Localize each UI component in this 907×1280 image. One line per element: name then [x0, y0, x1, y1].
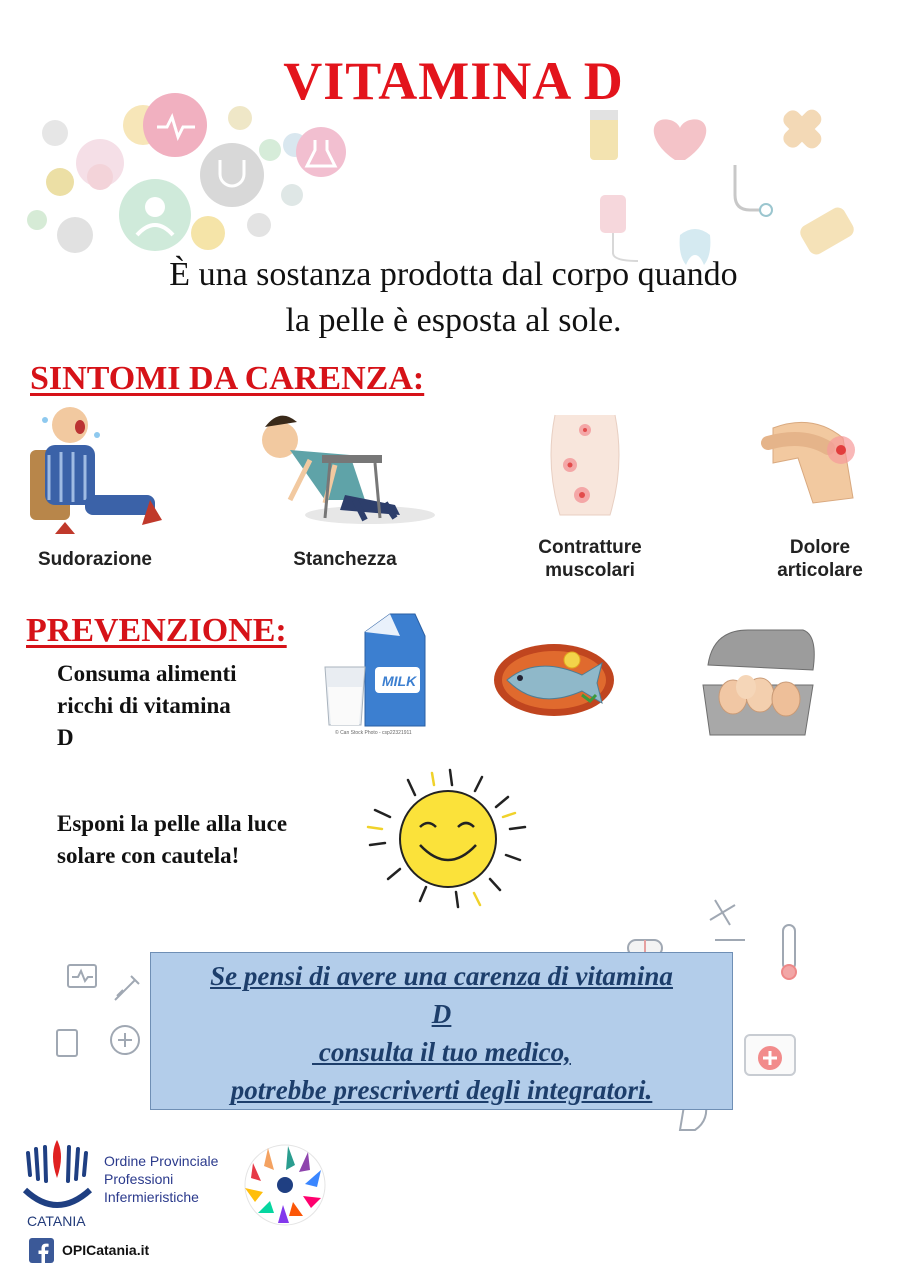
thermometer-icon	[783, 925, 795, 970]
facebook-icon[interactable]	[29, 1238, 54, 1263]
smiling-sun-icon	[360, 765, 540, 915]
pill-blister-icon	[797, 205, 856, 258]
milk-carton-label: MILK	[382, 673, 417, 689]
prevention-heading: PREVENZIONE:	[26, 612, 287, 649]
callout-line-4: potrebbe prescriverti degli integratori.	[230, 1075, 653, 1105]
symptom-label-joint-pain: Dolore articolare	[777, 537, 863, 581]
syringe-icon	[115, 976, 139, 1000]
opi-catania-logo	[20, 1135, 95, 1215]
symptom-label-fatigue: Stanchezza	[293, 549, 397, 570]
page-title: VITAMINA D	[283, 51, 624, 111]
symptom-label-muscle-cramps: Contratture muscolari	[538, 537, 642, 581]
callout-line-1: Se pensi di avere una carenza di vitamina	[210, 961, 673, 991]
intro-line-2: la pelle è esposta al sole.	[285, 302, 622, 339]
microscope-icon	[710, 900, 745, 940]
logo-city: CATANIA	[27, 1213, 86, 1229]
fish-plate-illustration	[492, 640, 617, 720]
callout-line-2: D	[431, 999, 452, 1029]
egg-carton-illustration	[698, 625, 818, 745]
symptoms-heading: SINTOMI DA CARENZA:	[30, 360, 425, 397]
callout-line-3: consulta il tuo medico,	[312, 1037, 571, 1067]
milk-illustration	[320, 612, 430, 737]
back-pain-illustration	[540, 410, 630, 520]
flask-icon	[296, 127, 346, 177]
heart-icon	[654, 119, 707, 160]
tired-person-illustration	[250, 405, 440, 530]
sweating-person-illustration	[25, 400, 165, 535]
medical-icons-cluster-left	[25, 95, 355, 255]
consult-doctor-callout	[150, 952, 733, 1110]
stethoscope-icon	[200, 143, 264, 207]
colorful-hands-logo	[233, 1138, 338, 1233]
iv-bag-icon	[600, 195, 626, 233]
prevention-food-text: Consuma alimenti ricchi di vitamina D	[57, 661, 237, 750]
milk-credit: © Can Stock Photo - csp22321911	[335, 730, 412, 736]
medical-icons-cluster-right	[580, 105, 870, 265]
intro-text	[0, 252, 907, 344]
clipboard-icon	[57, 1030, 77, 1056]
prevention-sun-text: Esponi la pelle alla luce solare con cautela!	[57, 811, 288, 868]
organization-name: Ordine Provinciale Professioni Infermieristiche	[104, 1153, 219, 1205]
knee-pain-illustration	[763, 408, 863, 508]
stethoscope-icon	[735, 165, 760, 210]
intro-line-1: È una sostanza prodotta dal corpo quando	[169, 256, 738, 293]
symptom-label-sweating: Sudorazione	[37, 549, 152, 570]
facebook-page-link[interactable]: OPICatania.it	[62, 1242, 150, 1258]
